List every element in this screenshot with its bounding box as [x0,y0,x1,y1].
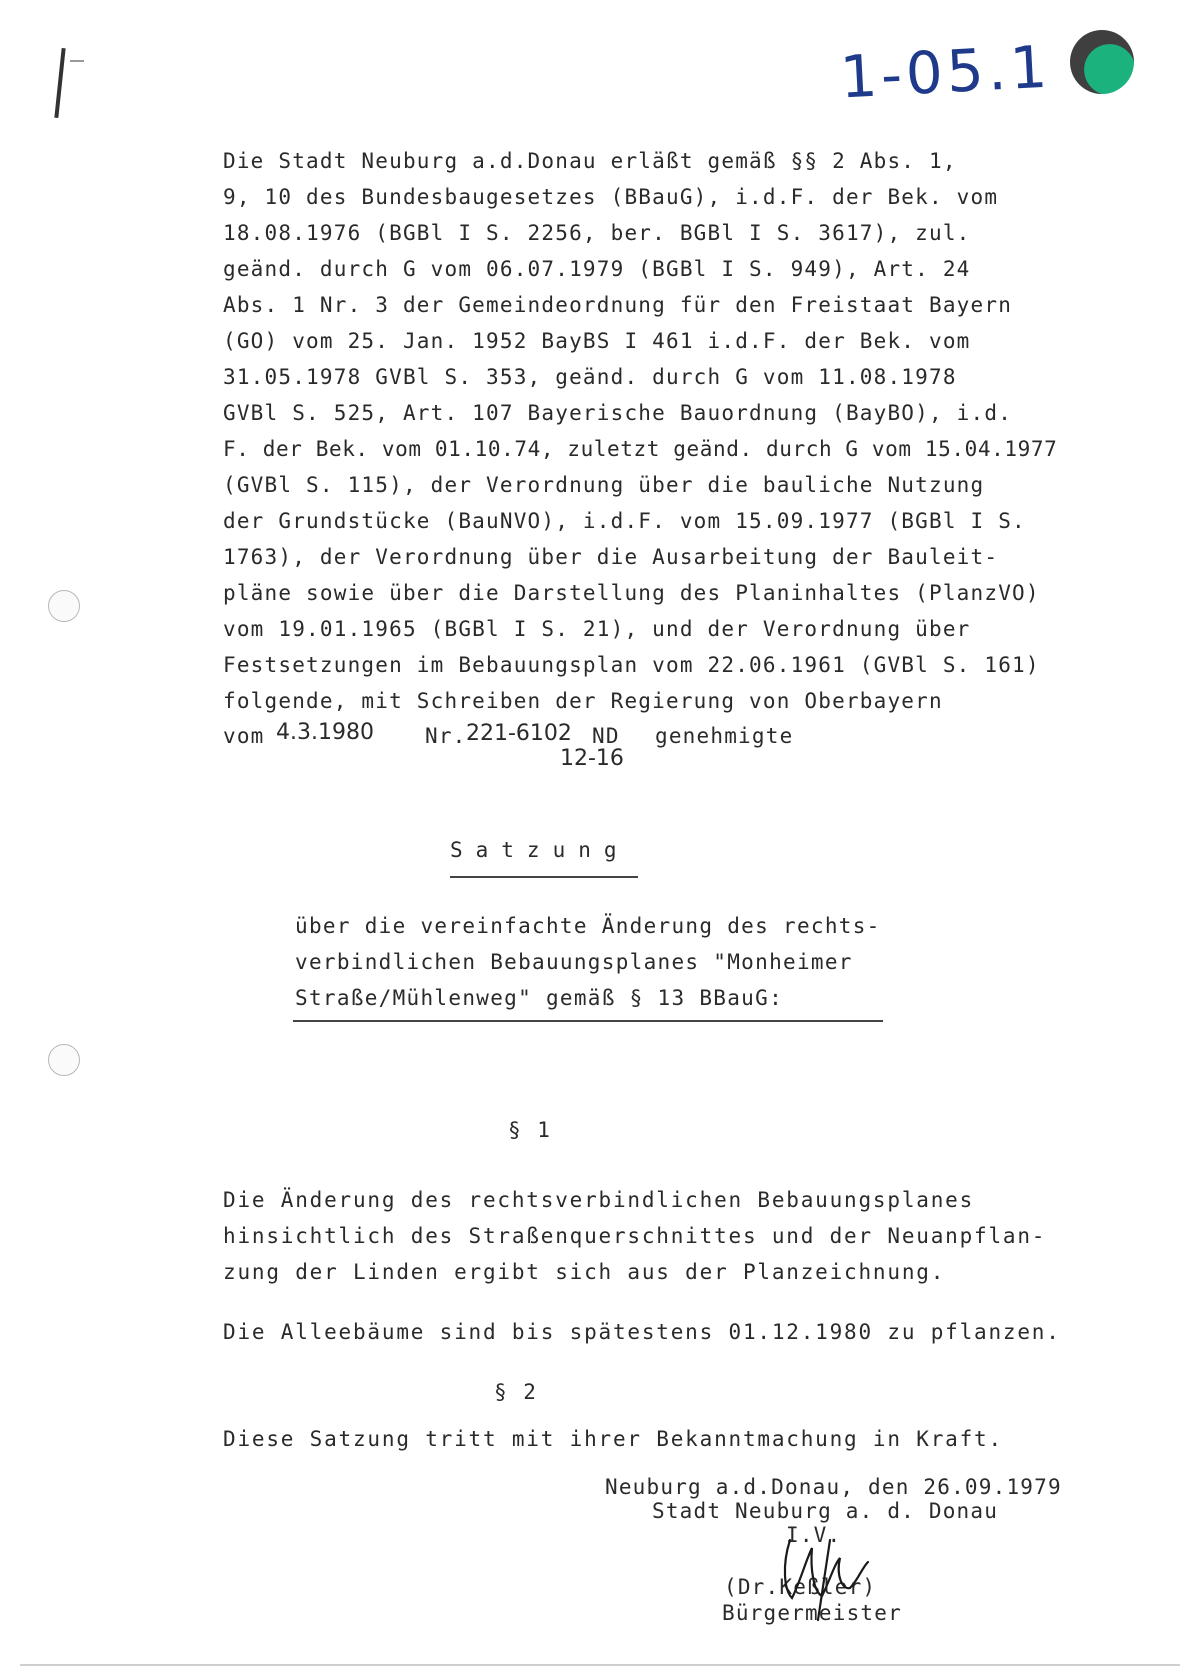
subtitle-line: verbindlichen Bebauungsplanes "Monheimer [295,950,853,974]
preamble-line: folgende, mit Schreiben der Regierung von Oberbayern [223,689,943,713]
section-2-heading: § 2 [494,1380,538,1404]
signature-authority: Stadt Neuburg a. d. Donau [652,1499,999,1523]
preamble-line: vom 19.01.1965 (BGBl I S. 21), und der Verordnung über [223,617,971,641]
subtitle-line: über die vereinfachte Änderung des rechts- [295,914,881,938]
preamble-line: pläne sowie über die Darstellung des Planinhaltes (PlanzVO) [223,581,1040,605]
subtitle-line: Straße/Mühlenweg" gemäß § 13 BBauG: [295,986,784,1010]
preamble-line: 1763), der Verordnung über die Ausarbeitung der Bauleit- [223,545,999,569]
preamble-line: (GVBl S. 115), der Verordnung über die bauliche Nutzung [223,473,985,497]
preamble-line: Abs. 1 Nr. 3 der Gemeindeordnung für den Freistaat Bayern [223,293,1013,317]
signature-place-date: Neuburg a.d.Donau, den 26.09.1979 [605,1475,1062,1499]
preamble-line: Die Stadt Neuburg a.d.Donau erläßt gemäß §§ 2 Abs. 1, [223,149,957,173]
punch-hole-top [48,590,80,622]
signature-role: Bürgermeister [722,1601,902,1625]
signature-name: (Dr.Keßler) [724,1575,877,1599]
punch-hole-bottom [48,1044,80,1076]
section-2-text: Diese Satzung tritt mit ihrer Bekanntmachung in Kraft. [223,1427,1003,1451]
preamble-line: Festsetzungen im Bebauungsplan vom 22.06.1961 (GVBl S. 161) [223,653,1040,677]
preamble-line: 31.05.1978 GVBl S. 353, geänd. durch G vom 11.08.1978 [223,365,957,389]
approval-date: 4.3.1980 [276,720,374,745]
page-bottom-edge [20,1664,1180,1666]
handwritten-left-mark [54,48,65,118]
preamble-line: F. der Bek. vom 01.10.74, zuletzt geänd. durch G vom 15.04.1977 [223,437,1058,461]
section-1-line: Die Änderung des rechtsverbindlichen Bebauungsplanes [223,1188,975,1212]
approval-sub-number: 12-16 [560,746,624,771]
preamble-line: der Grundstücke (BauNVO), i.d.F. vom 15.09.1977 (BGBl I S. [223,509,1026,533]
signature-iv: I.V. [786,1523,842,1547]
handwritten-signature [770,1520,900,1630]
preamble-line: geänd. durch G vom 06.07.1979 (BGBl I S. 949), Art. 24 [223,257,971,281]
section-1-line: hinsichtlich des Straßenquerschnittes und der Neuanpflan- [223,1224,1047,1248]
preamble-line: (GO) vom 25. Jan. 1952 BayBS I 461 i.d.F. der Bek. vom [223,329,971,353]
approval-suffix-code: ND [592,724,620,748]
preamble-line: 9, 10 des Bundesbaugesetzes (BBauG), i.d.F. der Bek. vom [223,185,999,209]
handwritten-archive-number: 1-05.1 [838,32,1053,112]
handwritten-left-tick [70,60,84,62]
section-1-heading: § 1 [508,1118,552,1142]
preamble-line: 18.08.1976 (BGBl I S. 2256, ber. BGBl I S. 3617), zul. [223,221,971,245]
document-title: Satzung [450,838,630,862]
section-1-extra: Die Alleebäume sind bis spätestens 01.12.1980 zu pflanzen. [223,1320,1061,1344]
preamble-line: GVBl S. 525, Art. 107 Bayerische Bauordnung (BayBO), i.d. [223,401,1013,425]
approval-prefix: vom [223,724,265,748]
section-1-line: zung der Linden ergibt sich aus der Planzeichnung. [223,1260,946,1284]
subtitle-underline [293,1020,883,1022]
approval-suffix-word: genehmigte [655,724,794,748]
approval-number: 221-6102 [466,721,572,746]
approval-number-label: Nr. [425,724,467,748]
title-underline [450,876,638,878]
colored-sticker-dot [1070,30,1134,94]
